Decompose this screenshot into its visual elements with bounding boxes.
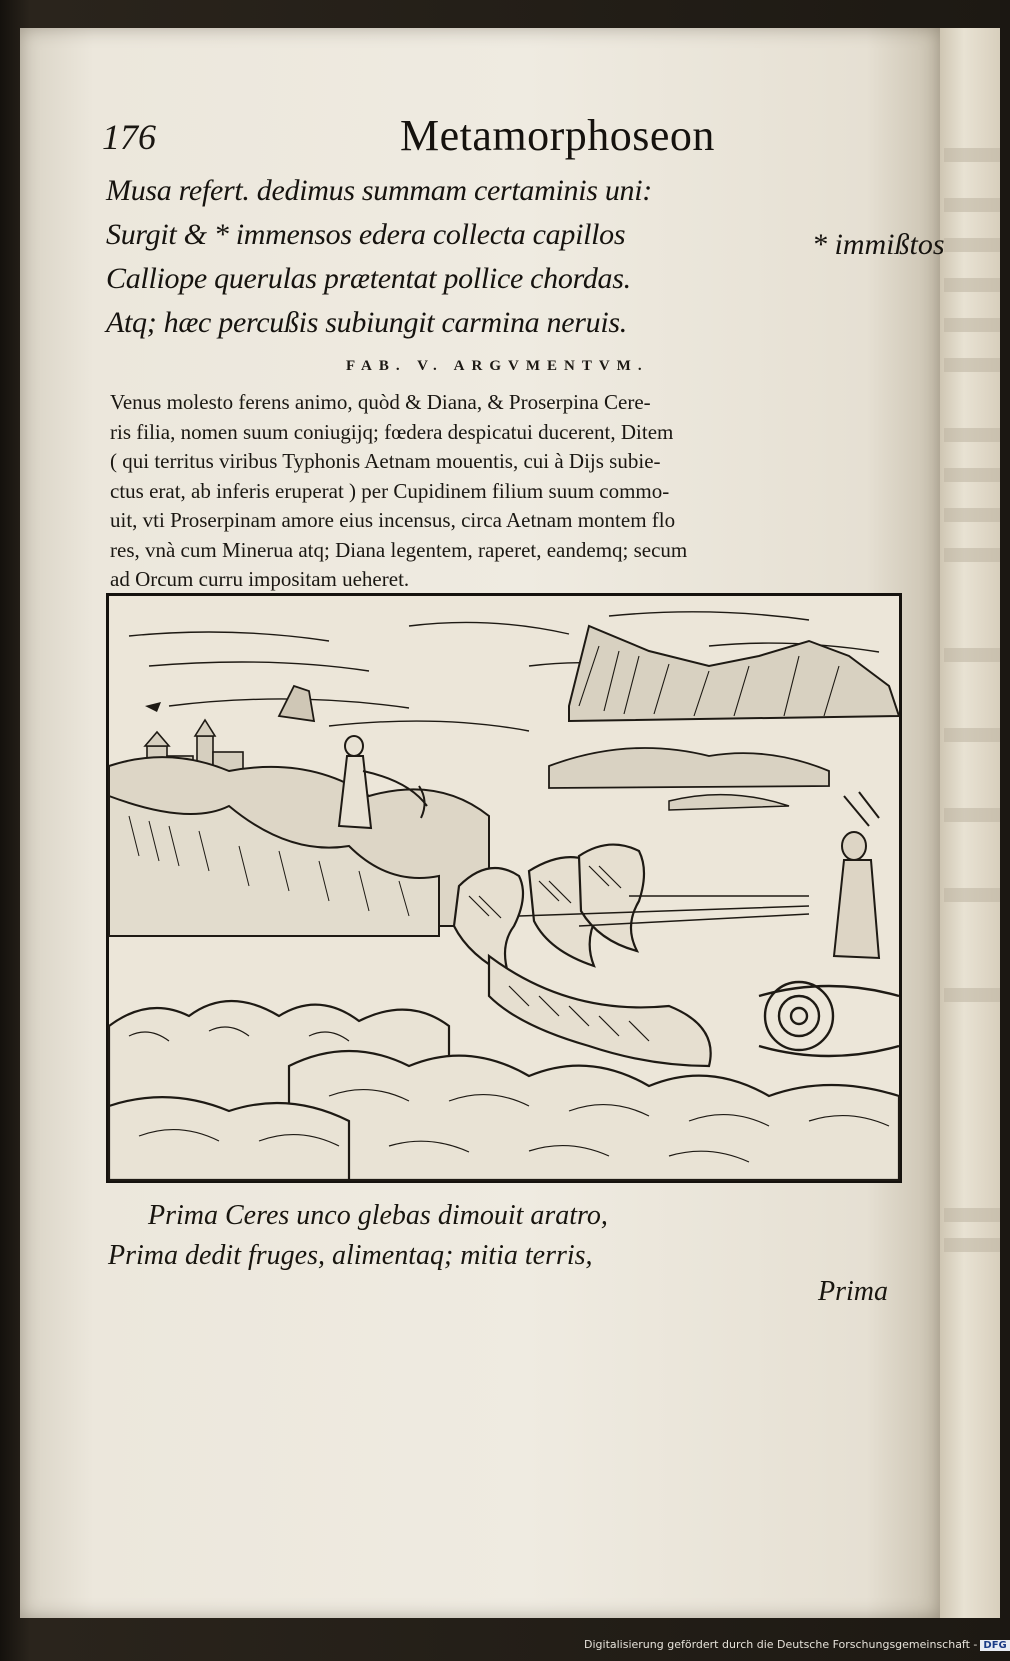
caption-line: Prima Ceres unco glebas dimouit aratro, xyxy=(148,1200,608,1231)
argument-line: res, vnà cum Minerua atq; Diana legentem, raperet, eandemq; secum xyxy=(110,537,688,562)
woodcut-drawing xyxy=(109,596,899,1180)
argument-line: ad Orcum curru impositam ueheret. xyxy=(110,567,410,591)
facing-page-edge xyxy=(940,28,1000,1618)
fable-heading: FAB. V. ARGVMENTVM. xyxy=(346,358,649,374)
digitization-credit xyxy=(584,1638,1010,1651)
running-head: Metamorphoseon xyxy=(400,111,715,160)
argument-line: ( qui territus viribus Typhonis Aetnam mouentis, cui à Dijs subie- xyxy=(110,449,661,473)
argument-line: ctus erat, ab inferis eruperat ) per Cupidinem filium suum commo- xyxy=(110,478,670,503)
book-page xyxy=(20,28,945,1618)
argument-line: ris filia, nomen suum coniugijq; fœdera despicatui ducerent, Ditem xyxy=(110,419,674,444)
dfg-logo: DFG xyxy=(980,1640,1009,1651)
caption-line: Prima dedit fruges, alimentaq; mitia terris, xyxy=(108,1240,593,1271)
credit-text: Digitalisierung gefördert durch die Deutsche Forschungsgemeinschaft - xyxy=(584,1638,978,1651)
verse-line: Surgit & * immensos edera collecta capillos xyxy=(106,218,626,251)
margin-note: * immißtos xyxy=(812,228,945,261)
verse-line: Calliope querulas prætentat pollice chordas. xyxy=(106,262,631,295)
verse-line: Atq; hæc percußis subiungit carmina neruis. xyxy=(106,306,627,339)
page-number: 176 xyxy=(102,117,156,157)
argument-line: Venus molesto ferens animo, quòd & Diana, & Proserpina Cere- xyxy=(110,390,651,414)
catchword: Prima xyxy=(818,1276,888,1307)
woodcut-illustration xyxy=(106,593,902,1183)
argument-paragraph xyxy=(110,388,900,595)
argument-line: uit, vti Proserpinam amore eius incensus, circa Aetnam montem flo xyxy=(110,508,676,532)
verse-line: Musa refert. dedimus summam certaminis uni: xyxy=(106,174,652,207)
